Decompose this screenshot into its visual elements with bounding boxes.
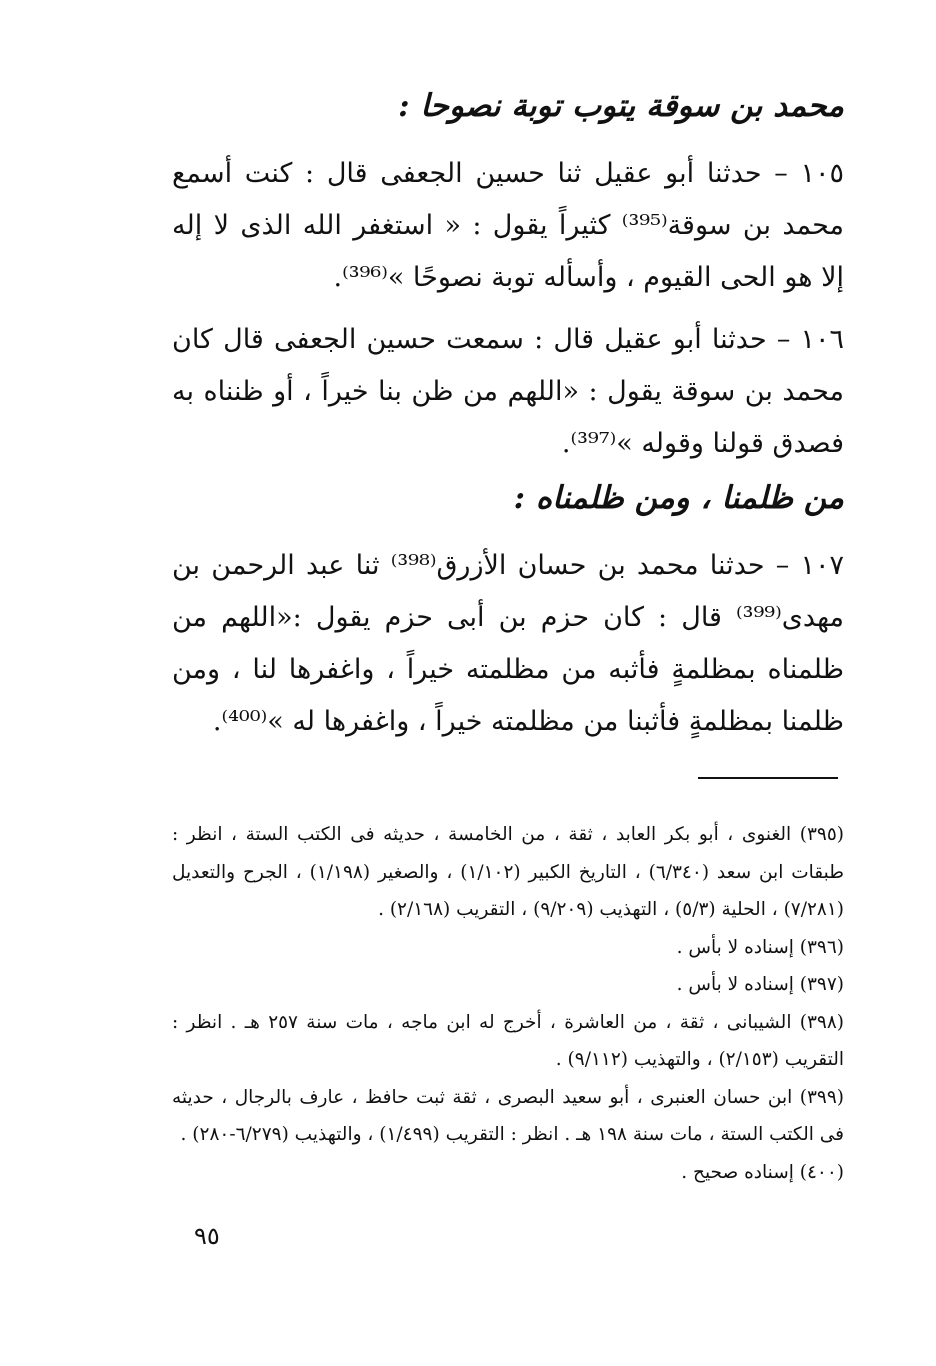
hadith-106: ١٠٦ – حدثنا أبو عقيل قال : سمعت حسين الجعفى قال كان محمد بن سوقة يقول : «اللهم من ظن بنا خيراً ، أو ظنناه به فصدق قولنا وقوله »⁽³⁹⁷⁾.	[172, 324, 844, 459]
footnote-399: (٣٩٩) ابن حسان العنبرى ، أبو سعيد البصرى ، ثقة ثبت حافظ ، عارف بالرجال ، حديثه فى الكتب الستة ، مات سنة ١٩٨ هـ . انظر : التقريب (١/٤٩٩) ، والتهذيب (٦/٢٧٩-٢٨٠) .	[172, 1086, 844, 1145]
footnote-398: (٣٩٨) الشيبانى ، ثقة ، من العاشرة ، أخرج له ابن ماجه ، مات سنة ٢٥٧ هـ . انظر : التقريب (٢/١٥٣) ، والتهذيب (٩/١١٢) .	[172, 1011, 845, 1070]
footnote-400: (٤٠٠) إسناده صحيح .	[681, 1161, 844, 1183]
hadith-107: ١٠٧ – حدثنا محمد بن حسان الأزرق⁽³⁹⁸⁾ ثنا عبد الرحمن بن مهدى⁽³⁹⁹⁾ قال : كان حزم بن أبى حزم يقول :«اللهم من ظلمناه بمظلمةٍ فأثبه من مظلمته خيراً ، واغفرها لنا ، ومن ظلمنا بمظلمةٍ فأثبنا من مظلمته خيراً ، واغفرها له »⁽⁴⁰⁰⁾.	[172, 550, 844, 737]
section-heading-1: محمد بن سوقة يتوب توبة نصوحا :	[398, 88, 844, 124]
footnote-397: (٣٩٧) إسناده لا بأس .	[676, 974, 844, 995]
footnotes	[172, 816, 844, 1191]
main-text	[172, 78, 844, 748]
section-heading-2: من ظلمنا ، ومن ظلمناه :	[513, 480, 844, 516]
footnote-395: (٣٩٥) الغنوى ، أبو بكر العابد ، ثقة ، من الخامسة ، حديثه فى الكتب الستة ، انظر : طبقات ابن سعد (٦/٣٤٠) ، التاريخ الكبير (١/١٠٢) ، والصغير (١/١٩٨) ، الجرح والتعديل (٧/٢٨١) ، الحلية (٥/٣) ، التهذيب (٩/٢٠٩) ، التقريب (٢/١٦٨) .	[172, 824, 844, 920]
hadith-105: ١٠٥ – حدثنا أبو عقيل ثنا حسين الجعفى قال : كنت أسمع محمد بن سوقة⁽³⁹⁵⁾ كثيراً يقول : « استغفر الله الذى لا إله إلا هو الحى القيوم ، وأسأله توبة نصوحًا »⁽³⁹⁶⁾.	[172, 158, 844, 293]
page-number: ٩٥	[194, 1222, 220, 1250]
footnote-396: (٣٩٦) إسناده لا بأس .	[676, 936, 844, 958]
footnote-separator	[698, 777, 838, 779]
